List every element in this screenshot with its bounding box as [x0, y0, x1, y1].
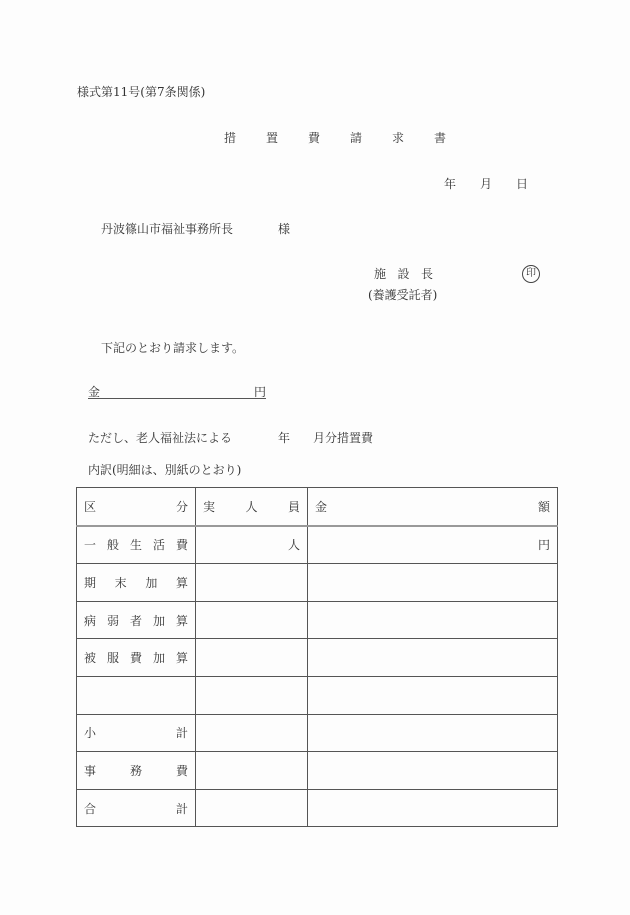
- title-char: 求: [392, 131, 405, 145]
- title-char: 請: [350, 131, 363, 145]
- seal-icon: 印: [522, 265, 540, 283]
- category-char: 算: [175, 613, 188, 628]
- category-char: 被: [84, 651, 97, 666]
- row-category-blank[interactable]: [77, 676, 196, 714]
- row-category: [77, 789, 196, 827]
- row-category: [77, 639, 196, 677]
- category-char: 費: [175, 763, 188, 778]
- date-month-label: 月: [480, 177, 493, 191]
- category-char: 活: [152, 538, 165, 553]
- breakdown-note: 内訳(明細は、別紙のとおり): [88, 463, 242, 477]
- header-char: 人: [245, 499, 258, 514]
- category-char: 期: [84, 575, 97, 590]
- row-amount-field[interactable]: [308, 752, 558, 790]
- header-category: [77, 488, 196, 526]
- form-number: 様式第11号(第7条関係): [77, 85, 206, 99]
- category-char: 病: [84, 613, 97, 628]
- category-char: 計: [175, 801, 188, 816]
- sender-title-char: 施: [374, 267, 387, 281]
- category-char: 加: [145, 575, 158, 590]
- row-persons-field[interactable]: [196, 676, 308, 714]
- header-persons: [196, 488, 308, 526]
- category-char: 費: [175, 538, 188, 553]
- row-amount-field[interactable]: 円: [308, 526, 558, 564]
- category-char: 服: [106, 651, 119, 666]
- title-char: 書: [434, 131, 447, 145]
- table-row-total: [77, 789, 558, 827]
- row-persons-field[interactable]: [196, 714, 308, 752]
- category-char: 務: [129, 763, 142, 778]
- category-char: 般: [106, 538, 119, 553]
- header-char: 員: [287, 499, 300, 514]
- document-title: [224, 132, 476, 144]
- amount-prefix: 金: [88, 385, 101, 399]
- amount-suffix: 円: [254, 385, 267, 399]
- sender-title-char: 長: [420, 267, 433, 281]
- category-char: 費: [129, 651, 142, 666]
- addressee-honorific: 様: [278, 222, 291, 236]
- row-persons-field[interactable]: [196, 639, 308, 677]
- row-category: [77, 526, 196, 564]
- table-row-year-end-addition: [77, 564, 558, 602]
- category-char: 生: [129, 538, 142, 553]
- table-header-row: [77, 488, 558, 526]
- row-amount-field[interactable]: [308, 601, 558, 639]
- request-text: 下記のとおり請求します。: [101, 341, 245, 355]
- addressee-name: 丹波篠山市福祉事務所長: [101, 222, 234, 236]
- category-char: 小: [84, 726, 97, 741]
- title-char: 置: [266, 131, 279, 145]
- table-row-blank: [77, 676, 558, 714]
- category-char: 加: [152, 651, 165, 666]
- header-char: 金: [315, 499, 328, 514]
- row-amount-field[interactable]: [308, 639, 558, 677]
- date-day-label: 日: [516, 177, 529, 191]
- title-char: 措: [224, 131, 237, 145]
- row-persons-field[interactable]: [196, 564, 308, 602]
- header-amount: [308, 488, 558, 526]
- category-char: 加: [152, 613, 165, 628]
- row-persons-field[interactable]: [196, 789, 308, 827]
- category-char: 弱: [106, 613, 119, 628]
- amount-field-underline[interactable]: [88, 398, 266, 399]
- proviso-year-label: 年: [278, 431, 291, 445]
- table-row-clothing-addition: [77, 639, 558, 677]
- sender-subtitle: (養護受託者): [368, 288, 438, 302]
- row-category: [77, 601, 196, 639]
- table-row-subtotal: [77, 714, 558, 752]
- category-char: 合: [84, 801, 97, 816]
- table-row-office-expenses: [77, 752, 558, 790]
- breakdown-table: [76, 487, 558, 827]
- row-amount-field[interactable]: [308, 564, 558, 602]
- category-char: 者: [129, 613, 142, 628]
- header-char: 実: [203, 499, 216, 514]
- table-row-general-living: [77, 526, 558, 564]
- proviso-text: ただし、老人福祉法による: [88, 431, 233, 445]
- row-category: [77, 714, 196, 752]
- row-amount-field[interactable]: [308, 789, 558, 827]
- row-category: [77, 564, 196, 602]
- proviso-month-text: 月分措置費: [313, 431, 374, 445]
- sender-title: [374, 268, 433, 280]
- category-char: 計: [175, 726, 188, 741]
- row-amount-field[interactable]: [308, 714, 558, 752]
- header-char: 額: [537, 499, 550, 514]
- category-char: 一: [84, 538, 97, 553]
- title-char: 費: [308, 131, 321, 145]
- date-year-label: 年: [444, 177, 457, 191]
- row-category: [77, 752, 196, 790]
- header-char: 分: [175, 499, 188, 514]
- header-char: 区: [84, 499, 97, 514]
- category-char: 事: [84, 763, 97, 778]
- sender-title-char: 設: [397, 267, 410, 281]
- row-persons-field[interactable]: 人: [196, 526, 308, 564]
- row-persons-field[interactable]: [196, 601, 308, 639]
- table-row-infirmity-addition: [77, 601, 558, 639]
- row-amount-field[interactable]: [308, 676, 558, 714]
- row-persons-field[interactable]: [196, 752, 308, 790]
- category-char: 算: [175, 575, 188, 590]
- category-char: 算: [175, 651, 188, 666]
- category-char: 末: [114, 575, 127, 590]
